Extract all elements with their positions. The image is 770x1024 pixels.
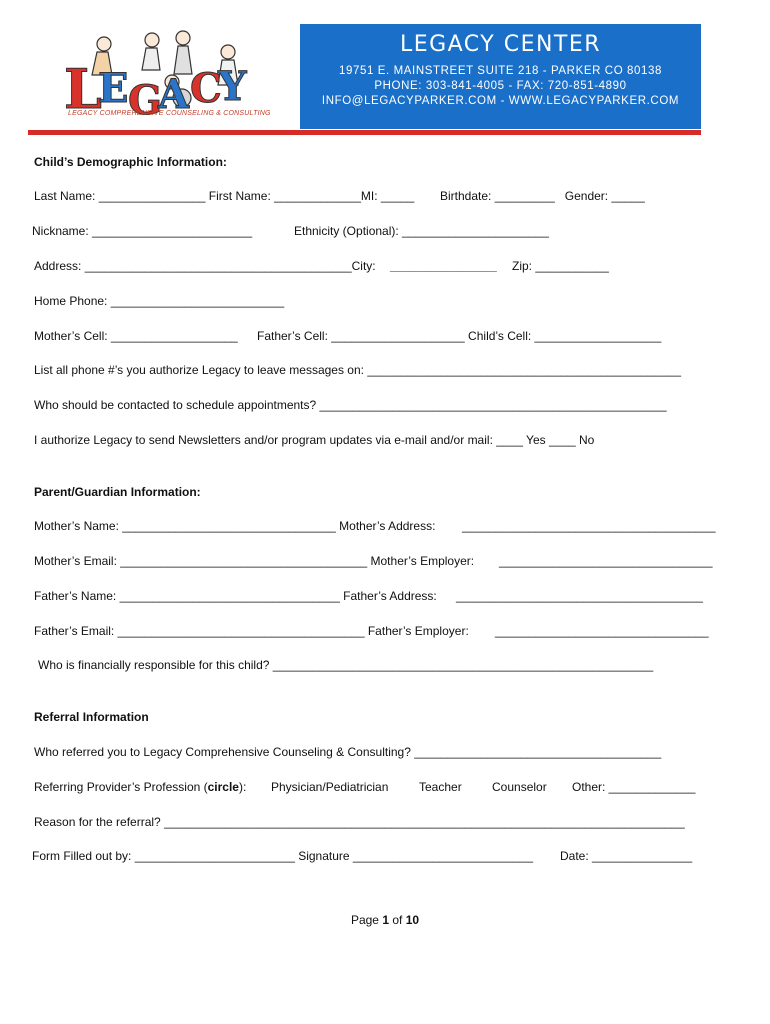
father-name-field[interactable]: Father’s Name: _________________________________ Father’s Address: — [34, 589, 437, 603]
father-child-cell-fields[interactable]: Father’s Cell: ____________________ Child’s Cell: ___________________ — [257, 329, 662, 343]
option-counselor[interactable]: Counselor — [492, 780, 547, 794]
logo-subtitle: LEGACY COMPREHENSIVE COUNSELING & CONSULTING — [68, 110, 271, 117]
father-email-field[interactable]: Father’s Email: _____________________________________ Father’s Employer: — [34, 624, 469, 638]
referral-reason-field[interactable]: Reason for the referral? ______________________________________________________________________________ — [34, 815, 685, 829]
birthdate-gender-fields[interactable]: Birthdate: _________ Gender: _____ — [440, 189, 645, 203]
header-divider — [28, 130, 701, 135]
svg-text:L: L — [64, 57, 102, 121]
option-physician[interactable]: Physician/Pediatrician — [271, 780, 389, 794]
city-field[interactable]: ________________ — [390, 259, 497, 273]
svg-text:C: C — [190, 65, 222, 112]
nickname-field[interactable]: Nickname: ________________________ — [32, 224, 253, 238]
father-employer-field[interactable]: ________________________________ — [495, 624, 709, 638]
parent-section-heading: Parent/Guardian Information: — [34, 485, 201, 499]
mother-employer-field[interactable]: ________________________________ — [499, 554, 713, 568]
appointment-contact-field[interactable]: Who should be contacted to schedule appointments? ____________________________________________________ — [34, 398, 667, 412]
ethnicity-field[interactable]: Ethnicity (Optional): ______________________ — [294, 224, 549, 238]
option-other[interactable]: Other: _____________ — [572, 780, 696, 794]
father-address-field[interactable]: _____________________________________ — [456, 589, 703, 603]
svg-text:E: E — [98, 65, 129, 112]
center-name: LEGACY CENTER — [399, 32, 602, 57]
mother-name-field[interactable]: Mother’s Name: ________________________________ Mother’s Address: — [34, 519, 436, 533]
page-number: Page 1 of 10 — [350, 913, 420, 927]
center-address: 19751 E. MAINSTREET SUITE 218 - PARKER CO 80138 — [338, 65, 663, 77]
referred-by-field[interactable]: Who referred you to Legacy Comprehensive Counseling & Consulting? _____________________________________ — [34, 745, 662, 759]
newsletter-consent-field[interactable]: I authorize Legacy to send Newsletters and/or program updates via e-mail and/or mail: ____ Yes ____ No — [34, 433, 595, 447]
mother-address-field[interactable]: ______________________________________ — [462, 519, 716, 533]
svg-text:A: A — [158, 71, 190, 118]
home-phone-field[interactable]: Home Phone: __________________________ — [34, 294, 285, 308]
mother-cell-field[interactable]: Mother’s Cell: ___________________ — [34, 329, 238, 343]
zip-field[interactable]: Zip: ___________ — [512, 259, 609, 273]
filled-by-signature-fields[interactable]: Form Filled out by: ________________________ Signature ___________________________ — [32, 849, 534, 863]
center-phone: PHONE: 303-841-4005 - FAX: 720-851-4890 — [374, 80, 627, 92]
child-name-fields[interactable]: Last Name: ________________ First Name: _____________MI: _____ — [34, 189, 415, 203]
center-web: INFO@LEGACYPARKER.COM - WWW.LEGACYPARKER.COM — [321, 95, 680, 107]
date-field[interactable]: Date: _______________ — [560, 849, 693, 863]
message-phones-field[interactable]: List all phone #’s you authorize Legacy to leave messages on: _______________________________________________ — [34, 363, 681, 377]
mother-email-field[interactable]: Mother’s Email: _____________________________________ Mother’s Employer: — [34, 554, 475, 568]
svg-text:G: G — [128, 77, 163, 124]
header-contact-box — [300, 24, 701, 129]
address-field[interactable]: Address: ________________________________________City: — [34, 259, 376, 273]
option-teacher[interactable]: Teacher — [419, 780, 462, 794]
provider-profession-label: Referring Provider’s Profession (circle): — [34, 780, 247, 794]
svg-text:Y: Y — [218, 63, 247, 110]
financial-responsible-field[interactable]: Who is financially responsible for this child? _________________________________________________________ — [38, 658, 654, 672]
referral-section-heading: Referral Information — [34, 710, 149, 724]
child-section-heading: Child’s Demographic Information: — [34, 155, 227, 169]
